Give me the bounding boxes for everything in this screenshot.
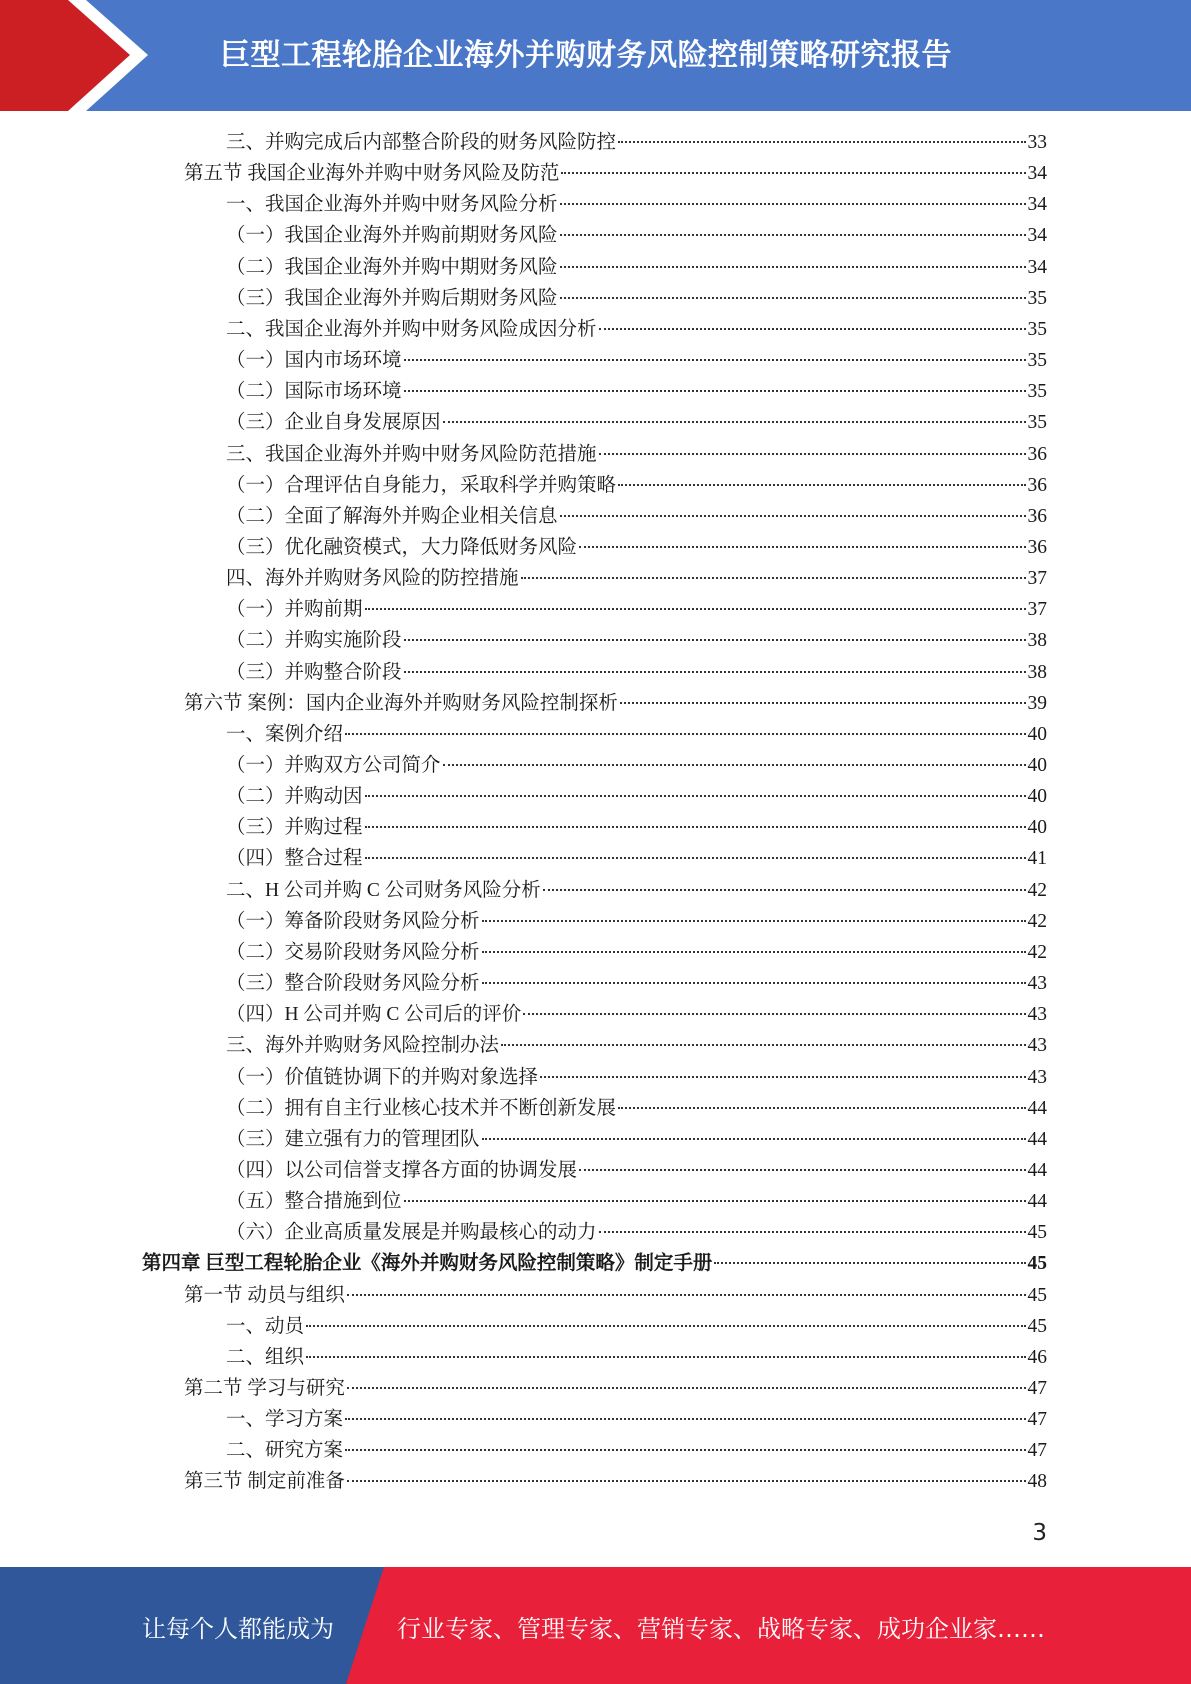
toc-entry-page: 40 <box>1027 755 1047 776</box>
toc-entry-title: （三）我国企业海外并购后期财务风险 <box>226 287 558 309</box>
toc-entry[interactable] <box>226 781 1047 812</box>
toc-entry-title: （二）并购动因 <box>226 786 363 808</box>
toc-entry[interactable] <box>184 1466 1047 1497</box>
page-footer <box>0 1567 1191 1684</box>
toc-entry[interactable] <box>226 1435 1047 1466</box>
toc-dot-leader <box>579 1167 1025 1171</box>
toc-entry[interactable] <box>226 843 1047 874</box>
toc-entry[interactable] <box>226 501 1047 532</box>
toc-entry-page: 45 <box>1027 1253 1047 1275</box>
toc-dot-leader <box>345 1447 1025 1451</box>
toc-entry-title: （一）国内市场环境 <box>226 350 402 372</box>
toc-entry[interactable] <box>226 719 1047 750</box>
toc-dot-leader <box>482 1136 1026 1140</box>
toc-entry-page: 34 <box>1027 256 1047 278</box>
toc-dot-leader <box>482 918 1026 922</box>
toc-dot-leader <box>365 793 1026 797</box>
toc-entry[interactable] <box>226 439 1047 470</box>
toc-entry[interactable] <box>226 532 1047 563</box>
toc-entry-title: （四）以公司信誉支撑各方面的协调发展 <box>226 1159 578 1181</box>
toc-entry[interactable] <box>226 1311 1047 1342</box>
toc-dot-leader <box>345 731 1025 735</box>
toc-dot-leader <box>347 1385 1026 1389</box>
toc-entry-title: 二、我国企业海外并购中财务风险成因分析 <box>226 318 597 340</box>
toc-entry[interactable] <box>184 688 1047 719</box>
toc-entry-page: 48 <box>1027 1471 1047 1493</box>
toc-entry[interactable] <box>226 1062 1047 1093</box>
toc-entry-page: 36 <box>1027 536 1047 558</box>
toc-entry-title: 第三节 制定前准备 <box>184 1471 345 1493</box>
toc-entry-title: （三）建立强有力的管理团队 <box>226 1128 480 1150</box>
toc-entry[interactable] <box>226 376 1047 407</box>
toc-entry-page: 35 <box>1027 287 1047 309</box>
toc-dot-leader <box>404 388 1026 392</box>
toc-dot-leader <box>560 201 1026 205</box>
toc-dot-leader <box>347 1478 1026 1482</box>
toc-entry[interactable] <box>184 1280 1047 1311</box>
toc-entry-title: （四）整合过程 <box>226 848 363 870</box>
toc-entry-page: 35 <box>1027 412 1047 434</box>
toc-dot-leader <box>560 264 1026 268</box>
toc-entry[interactable] <box>142 1248 1047 1279</box>
toc-dot-leader <box>560 295 1026 299</box>
toc-entry-title: （五）整合措施到位 <box>226 1191 402 1213</box>
toc-entry-page: 43 <box>1027 1035 1047 1057</box>
toc-dot-leader <box>561 170 1025 174</box>
toc-entry-page: 44 <box>1027 1128 1047 1150</box>
toc-dot-leader <box>443 762 1026 766</box>
toc-entry-page: 44 <box>1027 1097 1047 1119</box>
toc-entry[interactable] <box>226 1124 1047 1155</box>
toc-dot-leader <box>404 669 1026 673</box>
toc-entry-title: 三、我国企业海外并购中财务风险防范措施 <box>226 443 597 465</box>
toc-entry[interactable] <box>226 875 1047 906</box>
toc-entry-page: 40 <box>1027 786 1047 808</box>
toc-entry-page: 45 <box>1027 1222 1047 1244</box>
toc-dot-leader <box>560 513 1026 517</box>
toc-entry-page: 33 <box>1027 132 1047 153</box>
toc-dot-leader <box>579 544 1025 548</box>
toc-entry-page: 36 <box>1027 505 1047 527</box>
toc-dot-leader <box>599 326 1026 330</box>
toc-entry-page: 38 <box>1027 630 1047 652</box>
toc-entry-title: （一）价值链协调下的并购对象选择 <box>226 1066 539 1088</box>
toc-dot-leader <box>599 1229 1026 1233</box>
toc-entry-title: 第一节 动员与组织 <box>184 1284 345 1306</box>
toc-entry-page: 41 <box>1027 848 1047 870</box>
toc-entry[interactable] <box>226 314 1047 345</box>
toc-entry[interactable] <box>184 158 1047 189</box>
toc-entry-page: 47 <box>1027 1378 1047 1399</box>
toc-entry-title: （四）H 公司并购 C 公司后的评价 <box>226 1004 522 1026</box>
toc-entry-page: 36 <box>1027 443 1047 465</box>
footer-slogan-right: 行业专家、管理专家、营销专家、战略专家、成功企业家…… <box>397 1615 1045 1643</box>
toc-entry-page: 36 <box>1027 474 1047 496</box>
toc-entry[interactable] <box>226 1155 1047 1186</box>
toc-entry[interactable] <box>226 220 1047 251</box>
toc-dot-leader <box>523 1011 1025 1015</box>
toc-entry-title: （六）企业高质量发展是并购最核心的动力 <box>226 1222 597 1244</box>
toc-entry-page: 42 <box>1027 910 1047 932</box>
toc-entry-page: 45 <box>1027 1315 1047 1337</box>
toc-entry-title: 三、海外并购财务风险控制办法 <box>226 1035 500 1057</box>
toc-entry-page: 40 <box>1027 723 1047 745</box>
footer-slogan-left: 让每个人都能成为 <box>142 1615 334 1643</box>
toc-entry-page: 34 <box>1027 225 1047 247</box>
toc-dot-leader <box>365 606 1026 610</box>
toc-entry-page: 39 <box>1027 692 1047 714</box>
toc-dot-leader <box>365 824 1026 828</box>
toc-dot-leader <box>482 980 1026 984</box>
toc-entry[interactable] <box>226 812 1047 843</box>
toc-entry-title: 二、H 公司并购 C 公司财务风险分析 <box>226 879 541 901</box>
toc-dot-leader <box>618 1105 1025 1109</box>
toc-entry[interactable] <box>226 750 1047 781</box>
toc-entry-page: 42 <box>1027 941 1047 963</box>
toc-dot-leader <box>306 1323 1025 1327</box>
page-header <box>0 0 1191 111</box>
page-number: 3 <box>1032 1520 1047 1546</box>
toc-entry[interactable] <box>226 189 1047 220</box>
toc-entry-page: 47 <box>1027 1440 1047 1462</box>
toc-dot-leader <box>345 1416 1025 1420</box>
toc-dot-leader <box>543 887 1026 891</box>
report-title: 巨型工程轮胎企业海外并购财务风险控制策略研究报告 <box>220 38 952 73</box>
toc-entry[interactable] <box>226 594 1047 625</box>
toc-entry[interactable] <box>226 937 1047 968</box>
toc-entry[interactable] <box>226 1342 1047 1373</box>
toc-entry-title: （一）我国企业海外并购前期财务风险 <box>226 225 558 247</box>
toc-entry[interactable] <box>226 999 1047 1030</box>
toc-dot-leader <box>306 1354 1025 1358</box>
toc-entry-title: （二）国际市场环境 <box>226 381 402 403</box>
toc-entry[interactable] <box>226 625 1047 656</box>
toc-dot-leader <box>618 139 1025 143</box>
toc-entry-page: 47 <box>1027 1409 1047 1431</box>
toc-dot-leader <box>540 1074 1025 1078</box>
toc-dot-leader <box>347 1292 1026 1296</box>
toc-entry[interactable] <box>184 1373 1047 1404</box>
toc-dot-leader <box>365 855 1026 859</box>
toc-entry[interactable] <box>226 470 1047 501</box>
toc-dot-leader <box>618 482 1025 486</box>
toc-entry-title: （二）拥有自主行业核心技术并不断创新发展 <box>226 1097 617 1119</box>
toc-dot-leader <box>404 357 1026 361</box>
toc-entry-title: 第二节 学习与研究 <box>184 1378 345 1399</box>
toc-entry-title: （一）合理评估自身能力，采取科学并购策略 <box>226 474 617 496</box>
toc-entry-page: 43 <box>1027 1004 1047 1026</box>
toc-entry-title: 一、动员 <box>226 1315 305 1337</box>
toc-entry-title: （二）我国企业海外并购中期财务风险 <box>226 256 558 278</box>
toc-entry[interactable] <box>226 1093 1047 1124</box>
toc-dot-leader <box>620 700 1026 704</box>
toc-entry-page: 34 <box>1027 194 1047 216</box>
toc-entry-page: 46 <box>1027 1346 1047 1368</box>
toc-entry-page: 35 <box>1027 318 1047 340</box>
toc-entry-title: 第五节 我国企业海外并购中财务风险及防范 <box>184 163 560 185</box>
toc-entry-page: 43 <box>1027 1066 1047 1088</box>
toc-dot-leader <box>560 232 1026 236</box>
toc-dot-leader <box>404 1198 1026 1202</box>
toc-entry-title: （三）并购过程 <box>226 817 363 839</box>
toc-entry-page: 43 <box>1027 973 1047 995</box>
toc-entry[interactable] <box>226 283 1047 314</box>
toc-entry-title: 三、并购完成后内部整合阶段的财务风险防控 <box>226 132 617 153</box>
toc-entry-title: 一、学习方案 <box>226 1409 344 1431</box>
toc-entry-page: 42 <box>1027 879 1047 901</box>
toc-entry[interactable] <box>226 345 1047 376</box>
toc-entry[interactable] <box>226 1404 1047 1435</box>
toc-entry-title: （三）企业自身发展原因 <box>226 412 441 434</box>
toc-entry-page: 40 <box>1027 817 1047 839</box>
toc-dot-leader <box>482 949 1026 953</box>
toc-dot-leader <box>599 451 1026 455</box>
toc-dot-leader <box>501 1042 1025 1046</box>
toc-dot-leader <box>443 419 1026 423</box>
toc-entry-page: 37 <box>1027 599 1047 621</box>
toc-entry-title: （三）并购整合阶段 <box>226 661 402 683</box>
toc-entry-title: （二）全面了解海外并购企业相关信息 <box>226 505 558 527</box>
toc-entry-title: 四、海外并购财务风险的防控措施 <box>226 568 519 590</box>
toc-entry[interactable] <box>226 407 1047 438</box>
toc-entry[interactable] <box>226 563 1047 594</box>
toc-entry-title: （一）并购双方公司简介 <box>226 755 441 776</box>
toc-entry-title: 二、组织 <box>226 1346 305 1368</box>
toc-entry-title: 二、研究方案 <box>226 1440 344 1462</box>
toc-entry[interactable] <box>226 252 1047 283</box>
toc-entry-title: 第六节 案例：国内企业海外并购财务风险控制探析 <box>184 692 618 714</box>
toc-entry-title: （二）交易阶段财务风险分析 <box>226 941 480 963</box>
toc-entry-page: 35 <box>1027 381 1047 403</box>
toc-entry[interactable] <box>226 968 1047 999</box>
toc-entry-title: （三）整合阶段财务风险分析 <box>226 973 480 995</box>
toc-dot-leader <box>521 575 1026 579</box>
toc-dot-leader <box>404 637 1026 641</box>
toc-entry-title: （一）筹备阶段财务风险分析 <box>226 910 480 932</box>
toc-entry[interactable] <box>226 1217 1047 1248</box>
toc-entry-title: （一）并购前期 <box>226 599 363 621</box>
toc-entry-title: 一、我国企业海外并购中财务风险分析 <box>226 194 558 216</box>
toc-entry-title: （三）优化融资模式，大力降低财务风险 <box>226 536 578 558</box>
toc-entry[interactable] <box>226 906 1047 937</box>
toc-entry-page: 34 <box>1027 163 1047 185</box>
toc-dot-leader <box>714 1260 1025 1264</box>
toc-entry-page: 37 <box>1027 568 1047 590</box>
toc-entry-page: 45 <box>1027 1284 1047 1306</box>
toc-entry-title: 一、案例介绍 <box>226 723 344 745</box>
toc-entry-page: 44 <box>1027 1191 1047 1213</box>
toc-entry-page: 35 <box>1027 350 1047 372</box>
toc-entry[interactable] <box>226 1186 1047 1217</box>
toc-entry[interactable] <box>226 1030 1047 1061</box>
toc-entry[interactable] <box>226 657 1047 688</box>
toc-entry-title: 第四章 巨型工程轮胎企业《海外并购财务风险控制策略》制定手册 <box>142 1253 713 1275</box>
toc-entry[interactable] <box>226 127 1047 158</box>
toc-entry-title: （二）并购实施阶段 <box>226 630 402 652</box>
toc-entry-page: 44 <box>1027 1159 1047 1181</box>
toc-entry-page: 38 <box>1027 661 1047 683</box>
